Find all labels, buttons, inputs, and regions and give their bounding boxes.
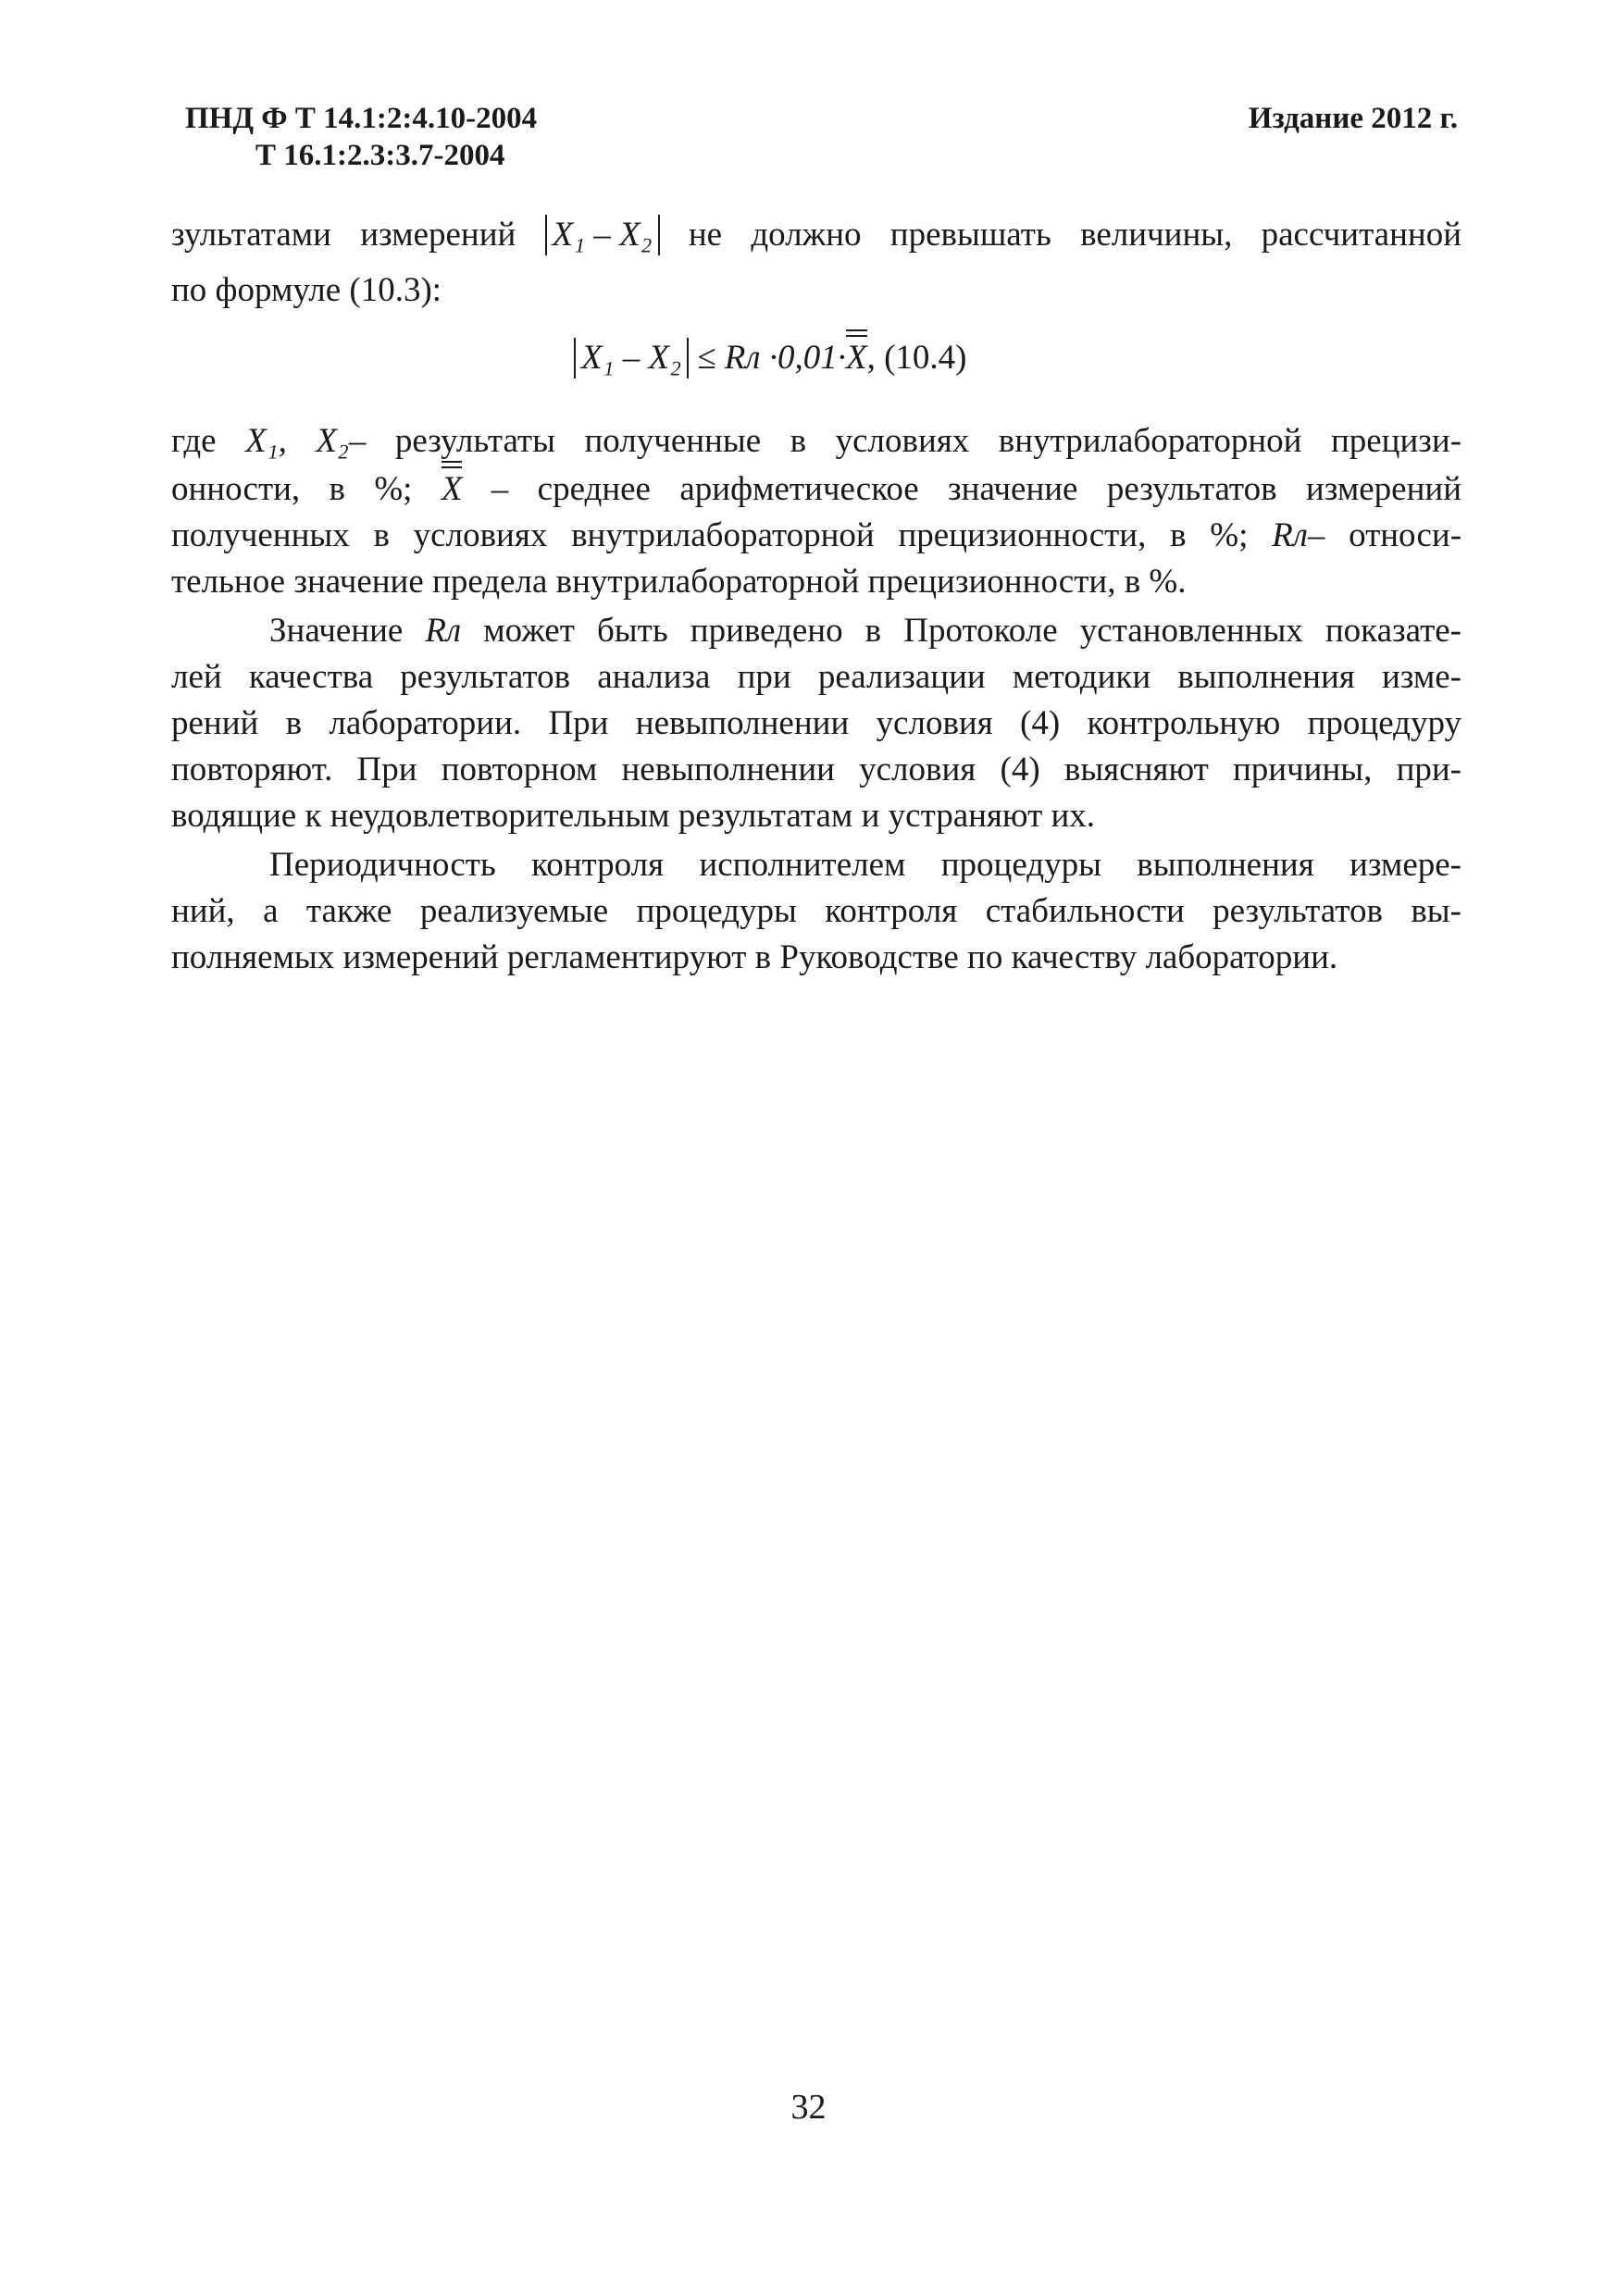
edition-label: Издание 2012 г. xyxy=(1248,102,1458,135)
intro-expression: X₁ – X₂ xyxy=(552,216,653,254)
where-line-2-text: – среднее арифметическое значение результатов измерений xyxy=(491,470,1462,508)
para2-r-limit: Rл xyxy=(425,612,462,650)
where-prefix: где xyxy=(171,422,217,460)
where-x2: X₂ xyxy=(316,422,349,460)
intro-line-2: по формуле (10.3): xyxy=(171,271,442,309)
intro-line-1 xyxy=(171,215,1462,255)
para2-line-1-end: может быть приведено в Протоколе установленных показате- xyxy=(483,612,1462,650)
where-line-3-end: – относи- xyxy=(1307,516,1462,554)
where-line-4: тельное значение предела внутрилабораторной прецизионности, в %. xyxy=(171,563,1187,601)
para2-line-1 xyxy=(269,611,1462,651)
document-code-line-2: Т 16.1:2.3:3.7-2004 xyxy=(255,139,505,172)
document-code xyxy=(185,100,537,174)
where-x1: X₁, xyxy=(245,422,287,460)
formula-lhs: X₁ – X₂ xyxy=(574,338,689,379)
where-line-1-text: – результаты полученные в условиях внутрилабораторной прецизи- xyxy=(348,422,1462,460)
para2-line-3: рений в лаборатории. При невыполнении условия (4) контрольную процедуру xyxy=(171,704,1462,742)
where-line-2-start: онности, в %; xyxy=(171,470,413,508)
where-line-1 xyxy=(171,421,1462,461)
intro-line-1-end: не должно превышать величины, рассчитанной xyxy=(688,216,1462,254)
para2-line-1-start: Значение xyxy=(269,612,404,650)
para2-line-5: водящие к неудовлетворительным результатам и устраняют их. xyxy=(171,797,1096,835)
where-r-limit: Rл xyxy=(1272,516,1308,554)
formula-rhs: ≤ Rл ·0,01· xyxy=(697,339,846,377)
intro-line-1-start: зультатами измерений xyxy=(171,216,516,254)
where-mean-x: X xyxy=(441,470,463,508)
formula-mean-x: X xyxy=(845,339,867,377)
where-line-2 xyxy=(171,469,1462,509)
document-code-line-1: ПНД Ф Т 14.1:2:4.10-2004 xyxy=(185,102,538,135)
para3-line-3: полняемых измерений регламентируют в Руководстве по качеству лаборатории. xyxy=(171,938,1338,976)
formula-label: , (10.4) xyxy=(866,339,967,377)
para3-line-1: Периодичность контроля исполнителем процедуры выполнения измере- xyxy=(269,846,1462,884)
where-line-3 xyxy=(171,515,1462,555)
where-line-3-start: полученных в условиях внутрилабораторной прецизионности, в %; xyxy=(171,516,1249,554)
formula-10-4 xyxy=(574,338,967,379)
intro-abs-expression xyxy=(545,215,660,255)
para3-line-2: ний, а также реализуемые процедуры контроля стабильности результатов вы- xyxy=(171,892,1462,930)
page-number: 32 xyxy=(790,2088,827,2127)
para2-line-4: повторяют. При повторном невыполнении условия (4) выясняют причины, при- xyxy=(171,751,1462,788)
para2-line-2: лей качества результатов анализа при реализации методики выполнения изме- xyxy=(171,658,1462,696)
